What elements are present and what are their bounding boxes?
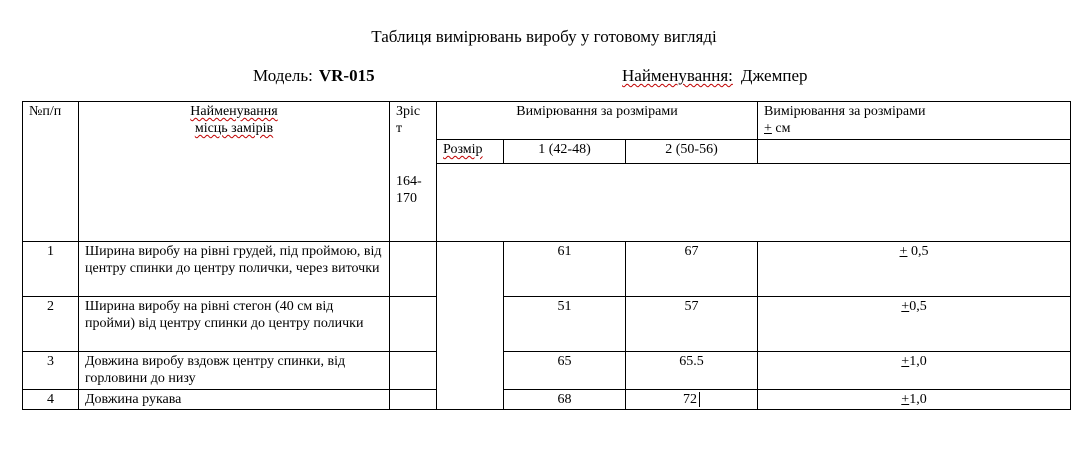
header-name: Найменування місць замірів bbox=[79, 102, 390, 242]
measurement-table bbox=[22, 101, 1071, 410]
row-height bbox=[390, 352, 437, 390]
row-num: 3 bbox=[23, 352, 79, 390]
row-value-size-1: 61 bbox=[504, 242, 626, 297]
header-size-2: 2 (50-56) bbox=[626, 140, 758, 164]
table-row bbox=[23, 390, 1071, 410]
header-size-1: 1 (42-48) bbox=[504, 140, 626, 164]
header-num: №п/п bbox=[23, 102, 79, 242]
row-value-size-1: 68 bbox=[504, 390, 626, 410]
row-num: 1 bbox=[23, 242, 79, 297]
row-value-size-2: 72 bbox=[626, 390, 758, 410]
row-value-size-1: 51 bbox=[504, 297, 626, 352]
row-tolerance: +1,0 bbox=[758, 352, 1071, 390]
row-height bbox=[390, 390, 437, 410]
row-name: Ширина виробу на рівні грудей, під проймою, від центру спинки до центру полички, через виточки bbox=[79, 242, 390, 297]
product-name-line bbox=[622, 66, 808, 86]
row-size-label-empty bbox=[437, 242, 504, 410]
row-name: Довжина виробу вздовж центру спинки, від горловини до низу bbox=[79, 352, 390, 390]
row-num: 2 bbox=[23, 297, 79, 352]
table-row bbox=[23, 352, 1071, 390]
product-name-label: Найменування: bbox=[622, 66, 733, 85]
row-height bbox=[390, 297, 437, 352]
header-measure-tolerance: Вимірювання за розмірами + см bbox=[758, 102, 1071, 140]
model-value: VR-015 bbox=[318, 66, 375, 85]
row-tolerance: +0,5 bbox=[758, 297, 1071, 352]
row-num: 4 bbox=[23, 390, 79, 410]
header-size-label: Розмір bbox=[437, 140, 504, 164]
model-line bbox=[253, 66, 375, 86]
row-value-size-2: 57 bbox=[626, 297, 758, 352]
row-height bbox=[390, 242, 437, 297]
header-tolerance-empty bbox=[758, 140, 1071, 164]
document-title: Таблиця вимірювань виробу у готовому вигляді bbox=[371, 27, 717, 46]
table-row bbox=[23, 242, 1071, 297]
row-tolerance: + 0,5 bbox=[758, 242, 1071, 297]
text-cursor bbox=[699, 392, 700, 407]
table-row bbox=[23, 297, 1071, 352]
header-height: Зріс т 164- 170 bbox=[390, 102, 437, 242]
product-name-value: Джемпер bbox=[740, 66, 808, 85]
header-blank bbox=[437, 164, 1071, 242]
model-label: Модель: bbox=[253, 66, 313, 85]
row-name: Ширина виробу на рівні стегон (40 см від пройми) від центру спинки до центру полички bbox=[79, 297, 390, 352]
row-value-size-2: 65.5 bbox=[626, 352, 758, 390]
row-tolerance: +1,0 bbox=[758, 390, 1071, 410]
header-measure-sizes: Вимірювання за розмірами bbox=[437, 102, 758, 140]
row-value-size-1: 65 bbox=[504, 352, 626, 390]
row-value-size-2: 67 bbox=[626, 242, 758, 297]
row-name: Довжина рукава bbox=[79, 390, 390, 410]
